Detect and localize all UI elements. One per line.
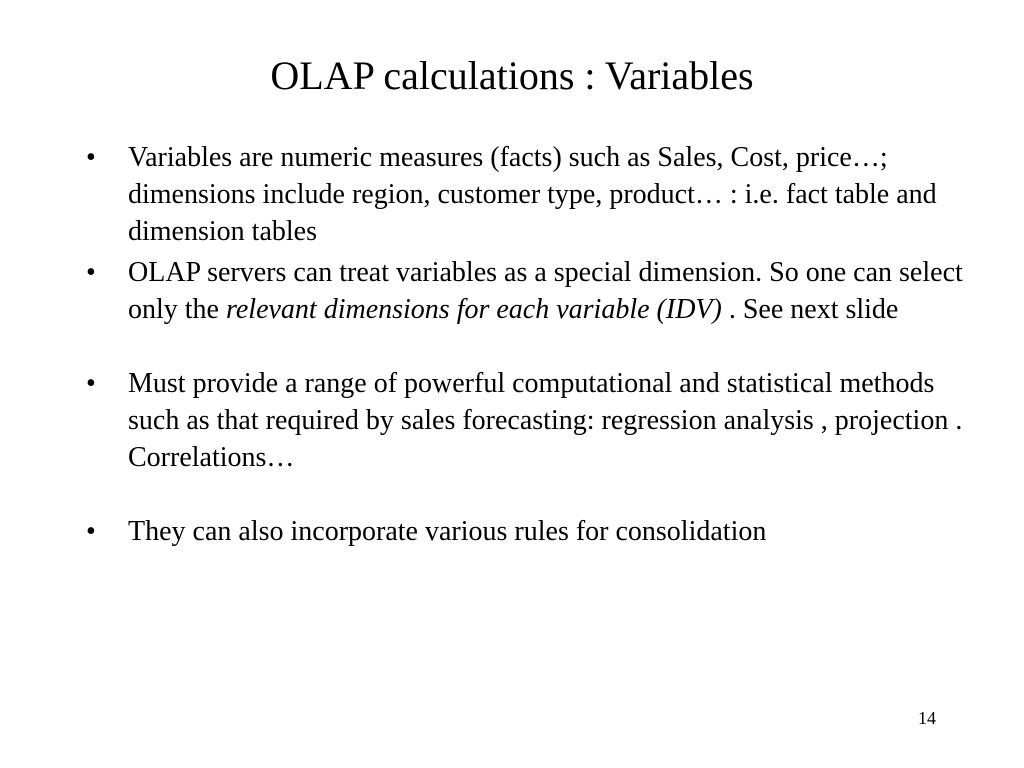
slide-title: OLAP calculations : Variables: [270, 53, 754, 98]
bullet-icon: •: [86, 368, 96, 399]
bullet-icon: •: [86, 257, 96, 288]
bullet-text-after: . See next slide: [721, 294, 899, 325]
bullet-text: Must provide a range of powerful computational and statistical methods such as that required by sales forecasting: regression analysis , projection . Correlations…: [128, 368, 963, 473]
bullet-item-olap-servers: [86, 254, 966, 328]
bullet-text-before: OLAP servers can treat variables as a special dimension. So one can select only the: [128, 257, 963, 325]
bullet-icon: •: [86, 516, 96, 547]
bullet-item-computational-methods: [86, 365, 966, 476]
bullet-item-variables: [86, 139, 966, 250]
bullet-item-consolidation-rules: [86, 513, 966, 550]
slide-number: 14: [918, 708, 936, 728]
bullet-text: Variables are numeric measures (facts) such as Sales, Cost, price…; dimensions include region, customer type, product… : i.e. fact table and dimension tables: [128, 142, 937, 247]
bullet-list: [86, 139, 966, 550]
bullet-text-italic: relevant dimensions for each variable (IDV): [226, 294, 722, 325]
bullet-text: They can also incorporate various rules for consolidation: [128, 516, 767, 547]
bullet-icon: •: [86, 142, 96, 173]
